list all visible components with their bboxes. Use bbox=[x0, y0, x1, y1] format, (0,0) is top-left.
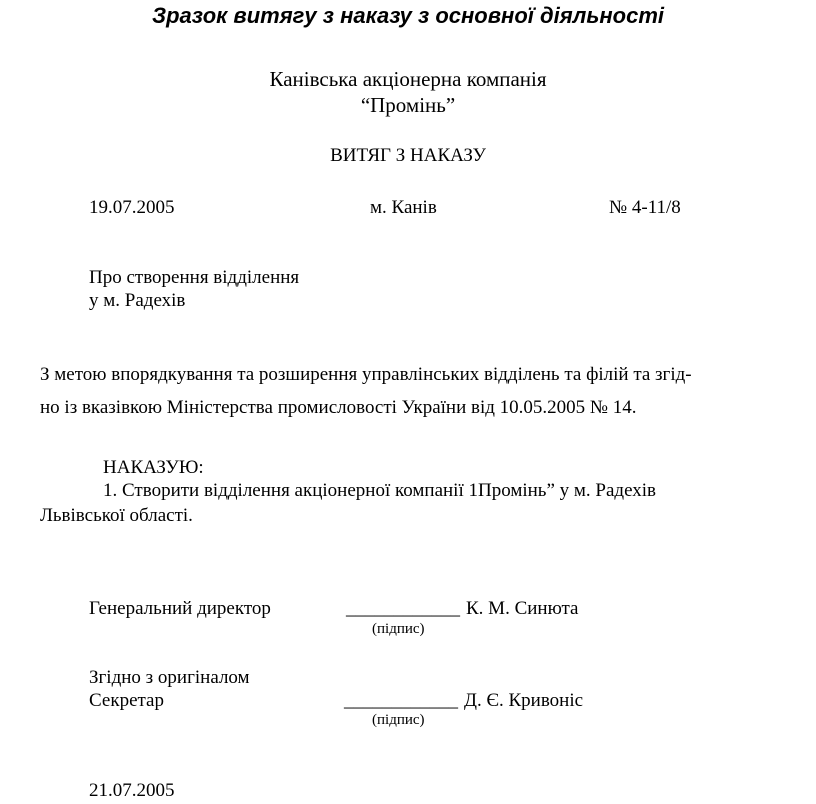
preamble-line-1: З метою впорядкування та розширення управлінських відділень та філій та згід- bbox=[40, 364, 692, 385]
director-signature-caption: (підпис) bbox=[372, 621, 425, 637]
subject-line-2: у м. Радехів bbox=[89, 290, 186, 311]
order-item-1-line-2: Львівської області. bbox=[40, 505, 193, 526]
certification-note: Згідно з оригіналом bbox=[89, 667, 250, 688]
document-title: ВИТЯГ З НАКАЗУ bbox=[330, 145, 486, 166]
preamble-line-2: но із вказівкою Міністерства промисловості України від 10.05.2005 № 14. bbox=[40, 397, 637, 418]
director-position: Генеральний директор bbox=[89, 598, 271, 619]
order-word: НАКАЗУЮ: bbox=[103, 457, 204, 478]
order-item-1-line-1: 1. Створити відділення акціонерної компанії 1Промінь” у м. Радехів bbox=[103, 480, 657, 501]
document-heading: Зразок витягу з наказу з основної діяльності bbox=[151, 3, 665, 28]
director-signature-line: ____________ bbox=[346, 598, 460, 619]
company-name: Канівська акціонерна компанія bbox=[269, 67, 547, 91]
final-date: 21.07.2005 bbox=[89, 780, 175, 801]
order-city: м. Канів bbox=[370, 197, 437, 218]
secretary-position: Секретар bbox=[89, 690, 164, 711]
secretary-name: Д. Є. Кривоніс bbox=[464, 690, 584, 711]
order-date: 19.07.2005 bbox=[89, 197, 175, 218]
order-number: № 4-11/8 bbox=[609, 197, 681, 218]
secretary-signature-line: ____________ bbox=[344, 690, 458, 711]
subject-line-1: Про створення відділення bbox=[89, 267, 300, 288]
company-name-quoted: “Промінь” bbox=[360, 93, 456, 117]
secretary-signature-caption: (підпис) bbox=[372, 712, 425, 728]
director-name: К. М. Синюта bbox=[466, 598, 579, 619]
